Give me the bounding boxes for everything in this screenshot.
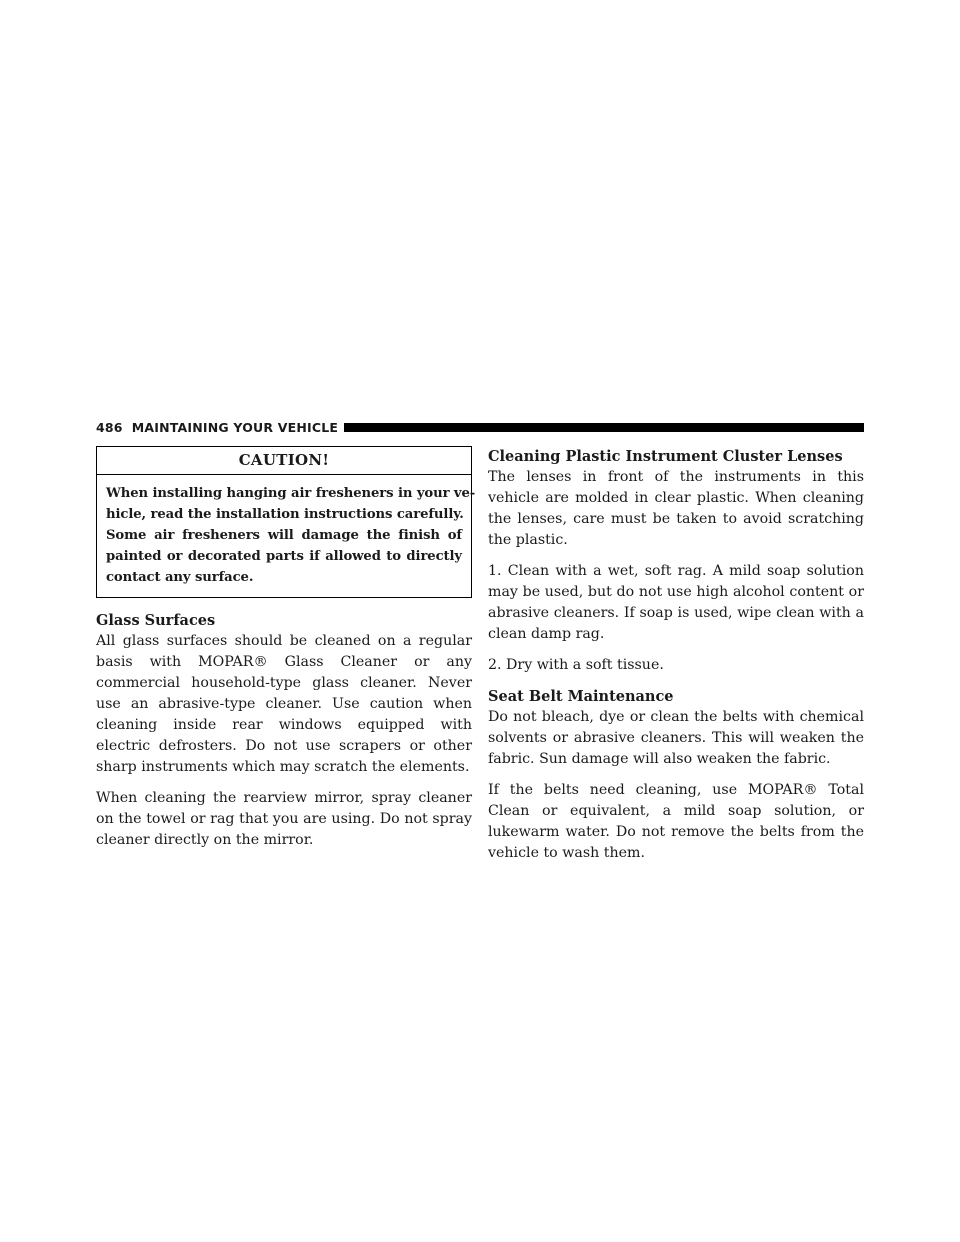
caution-line: painted or decorated parts if allowed to directly [106, 549, 462, 564]
caution-line: When installing hanging air fresheners in your ve- [106, 486, 476, 501]
page-header [96, 418, 864, 436]
right-column [488, 446, 864, 874]
glass-surfaces-heading: Glass Surfaces [96, 612, 216, 629]
seat-belt-paragraph-1: Do not bleach, dye or clean the belts with chemical solvents or abrasive cleaners. This will weaken the fabric. Sun damage will also weaken the fabric. [488, 709, 864, 767]
glass-paragraph-2: When cleaning the rearview mirror, spray cleaner on the towel or rag that you are using. Do not spray cleaner directly on the mirror. [96, 790, 472, 848]
seat-belt-paragraph-2: If the belts need cleaning, use MOPAR® Total Clean or equivalent, a mild soap solution, or lukewarm water. Do not remove the belts from the vehicle to wash them. [488, 782, 864, 861]
caution-box [96, 446, 476, 598]
caution-line: Some air fresheners will damage the finish of [106, 528, 462, 543]
caution-text [97, 475, 476, 597]
left-column [96, 446, 476, 861]
lenses-step-2: 2. Dry with a soft tissue. [488, 657, 664, 673]
caution-title: CAUTION! [97, 447, 471, 475]
glass-paragraph-1: All glass surfaces should be cleaned on a regular basis with MOPAR® Glass Cleaner or any commercial household-type glass cleaner. Never use an abrasive-type cleaner. Use caution when cleaning inside rear windows equipped with electric defrosters. Do not use scrapers or other sharp instruments which may scratch the elements. [96, 633, 472, 775]
page-number: 486 [96, 419, 123, 435]
header-rule [344, 423, 864, 432]
lenses-step-1: 1. Clean with a wet, soft rag. A mild soap solution may be used, but do not use high alcohol content or abrasive cleaners. If soap is used, wipe clean with a clean damp rag. [488, 563, 864, 642]
caution-line: hicle, read the installation instructions carefully. [106, 507, 464, 522]
section-title: MAINTAINING YOUR VEHICLE [131, 419, 339, 435]
lenses-heading: Cleaning Plastic Instrument Cluster Lenses [488, 448, 843, 465]
seat-belt-heading: Seat Belt Maintenance [488, 688, 674, 705]
lenses-paragraph: The lenses in front of the instruments in this vehicle are molded in clear plastic. When cleaning the lenses, care must be taken to avoid scratching the plastic. [488, 469, 864, 548]
caution-line: contact any surface. [106, 570, 254, 585]
